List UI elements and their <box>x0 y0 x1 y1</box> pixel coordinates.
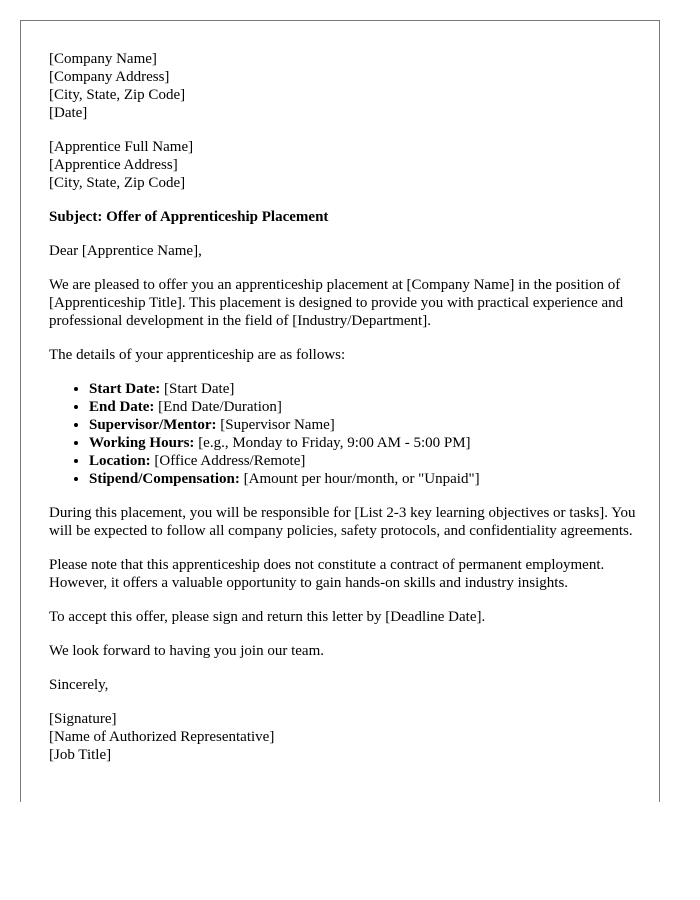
detail-label: Supervisor/Mentor: <box>89 417 217 433</box>
letter-page <box>20 20 660 802</box>
intro-paragraph: We are pleased to offer you an apprenticeship placement at [Company Name] in the position of [Apprenticeship Title]. This placement is designed to provide you with practical experience and professional development in the field of [Industry/Department]. <box>49 277 624 329</box>
detail-label: End Date: <box>89 399 155 415</box>
signature-placeholder: [Signature] <box>49 711 117 727</box>
letter-subject: Subject: Offer of Apprenticeship Placement <box>49 209 329 225</box>
detail-item-end-date <box>89 398 639 416</box>
sender-city-state-zip: [City, State, Zip Code] <box>49 87 186 103</box>
signature-block <box>49 710 639 764</box>
representative-job-title: [Job Title] <box>49 747 112 763</box>
detail-item-working-hours <box>89 434 639 452</box>
detail-value: [End Date/Duration] <box>154 399 282 415</box>
recipient-city-state-zip: [City, State, Zip Code] <box>49 175 186 191</box>
detail-label: Location: <box>89 453 151 469</box>
detail-item-supervisor <box>89 416 639 434</box>
sender-block <box>49 50 639 122</box>
detail-value: [Start Date] <box>160 381 235 397</box>
note-paragraph: Please note that this apprenticeship does not constitute a contract of permanent employment. However, it offers a valuable opportunity to gain hands-on skills and industry insights. <box>49 557 605 591</box>
closing-line: We look forward to having you join our team. <box>49 643 324 659</box>
detail-label: Stipend/Compensation: <box>89 471 240 487</box>
detail-value: [Office Address/Remote] <box>150 453 306 469</box>
detail-value: [Supervisor Name] <box>216 417 335 433</box>
recipient-address: [Apprentice Address] <box>49 157 178 173</box>
detail-item-location <box>89 452 639 470</box>
recipient-block <box>49 138 639 192</box>
letter-content <box>49 50 639 764</box>
sender-company-name: [Company Name] <box>49 51 157 67</box>
representative-name: [Name of Authorized Representative] <box>49 729 275 745</box>
details-list <box>49 380 639 488</box>
recipient-full-name: [Apprentice Full Name] <box>49 139 194 155</box>
accept-paragraph: To accept this offer, please sign and return this letter by [Deadline Date]. <box>49 609 486 625</box>
salutation: Dear [Apprentice Name], <box>49 243 202 259</box>
detail-item-stipend <box>89 470 639 488</box>
sender-company-address: [Company Address] <box>49 69 170 85</box>
valediction: Sincerely, <box>49 677 109 693</box>
detail-value: [Amount per hour/month, or "Unpaid"] <box>239 471 480 487</box>
responsibilities-paragraph: During this placement, you will be responsible for [List 2-3 key learning objectives or tasks]. You will be expected to follow all company policies, safety protocols, and confidentiality agreements. <box>49 505 636 539</box>
details-intro: The details of your apprenticeship are as follows: <box>49 347 346 363</box>
letter-date: [Date] <box>49 105 88 121</box>
detail-value: [e.g., Monday to Friday, 9:00 AM - 5:00 PM] <box>194 435 471 451</box>
detail-label: Start Date: <box>89 381 161 397</box>
detail-label: Working Hours: <box>89 435 195 451</box>
detail-item-start-date <box>89 380 639 398</box>
